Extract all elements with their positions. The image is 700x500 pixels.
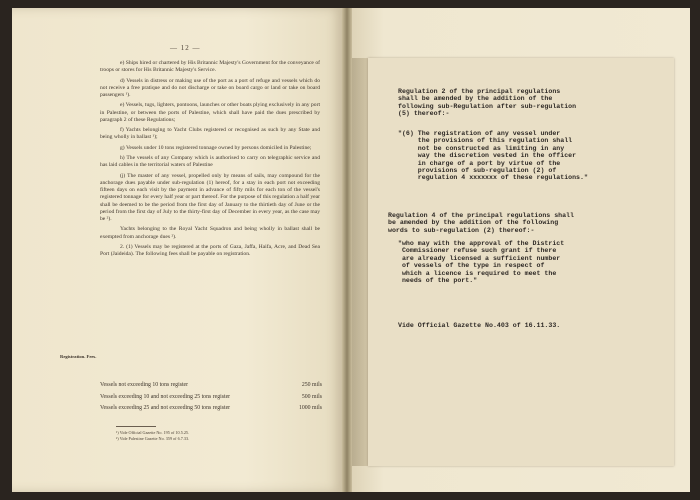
footnotes [116, 430, 189, 442]
footnote-divider [116, 426, 156, 427]
typed-block-regulation-4: Regulation 4 of the principal regulations shall be amended by the addition of the following words to sub-regulation (2) thereof:- [388, 212, 574, 234]
page-number: — 12 — [170, 44, 201, 52]
fee-label: Vessels exceeding 10 and not exceeding 25 tons register [100, 393, 231, 400]
fee-label: Vessels not exceeding 10 tons register [100, 382, 189, 388]
paragraph-f: f) Yachts belonging to Yacht Clubs registered or recognised as such by any State and being wholly in ballast ¹); [100, 127, 320, 141]
paragraph-g: g) Vessels under 10 tons registered tonnage owned by persons domiciled in Palestine; [120, 144, 312, 151]
fee-row [100, 405, 322, 411]
fee-label: Vessels exceeding 25 and not exceeding 50 tons register [100, 405, 231, 411]
footnote-2: ²) Vide Palestine Gazette No. 359 of 6.7.33. [116, 436, 190, 442]
left-page-body [100, 60, 320, 262]
fee-row [100, 394, 322, 400]
margin-label-registration-fees: Registration. Fees. [60, 354, 97, 359]
typed-block-quote: "who may with the approval of the District Commissioner refuse such grant if there are already licensed a sufficient number of vessels of the type in respect of which a licence is required to meet the needs of the port." [398, 240, 565, 285]
footnote-1: ¹) Vide Official Gazette No. 195 of 10.5.25. [116, 430, 190, 435]
fee-row [100, 382, 322, 388]
book-gutter [342, 8, 352, 492]
paragraph-j: (j) The master of any vessel, propelled only by means of sails, may compound for the anchorage dues payable under sub-regulation (1) hereof, for a stay in each port not exceeding fifteen days on each visit by the payment in advance of fifty mils for each ton of the vessel's registered tonnage for every half year or part thereof. For the purpose of this regulation a half year shall be deemed to be the period from the first day of January to the thirtieth day of June or the period from the first day of July to the thirty-first day of December in every year, as the case may be ²). [100, 172, 320, 222]
fee-amount: 250 mils [301, 382, 322, 388]
paragraph-d: d) Vessels in distress or making use of the port as a port of refuge and vessels which do not receive a free pratique and do not discharge or take on board cargo or land or take on board passengers ¹). [100, 77, 320, 98]
paragraph-registration: 2. (1) Vessels may be registered at the ports of Gaza, Jaffa, Haifa, Acre, and Dead Sea Port (Jaideida). The following fees shall be payable on registration. [100, 243, 320, 258]
fee-table [100, 382, 322, 417]
fee-amount: 500 mils [301, 393, 322, 400]
typed-block-subregulation-6: "(6) The registration of any vessel under the provisions of this regulation shall not be constructed as limiting in any way the discretion vested in the officer in charge of a port by virtue of the provisions of sub-regulation (2) of regulation 4 xxxxxxx of these regulations." [398, 130, 588, 182]
paragraph-e: e) Vessels, tugs, lighters, pontoons, launches or other boats plying exclusively in any port in Palestine, or between the ports of Palestine, which shall have paid the dues prescribed by paragraph 2 of these Regulations; [100, 102, 320, 123]
typed-block-regulation-2: Regulation 2 of the principal regulations shall be amended by the addition of the following sub-Regulation after sub-regulation (5) thereof:- [398, 88, 577, 118]
paragraph-h: h) The vessels of any Company which is authorised to carry on telegraphic service and has laid cables in the territorial waters of Palestine [100, 155, 320, 169]
typed-gazette-reference: Vide Official Gazette No.403 of 16.11.33. [398, 322, 561, 329]
fee-amount: 1000 mils [298, 405, 322, 411]
paragraph-c: e) Ships hired or chartered by His Britannic Majesty's Government for the conveyance of troops or stores for His Britannic Majesty's Service. [100, 60, 320, 74]
paragraph-yachts: Yachts belonging to the Royal Yacht Squadron and being wholly in ballast shall be exempted from anchorage dues ²). [100, 226, 320, 240]
